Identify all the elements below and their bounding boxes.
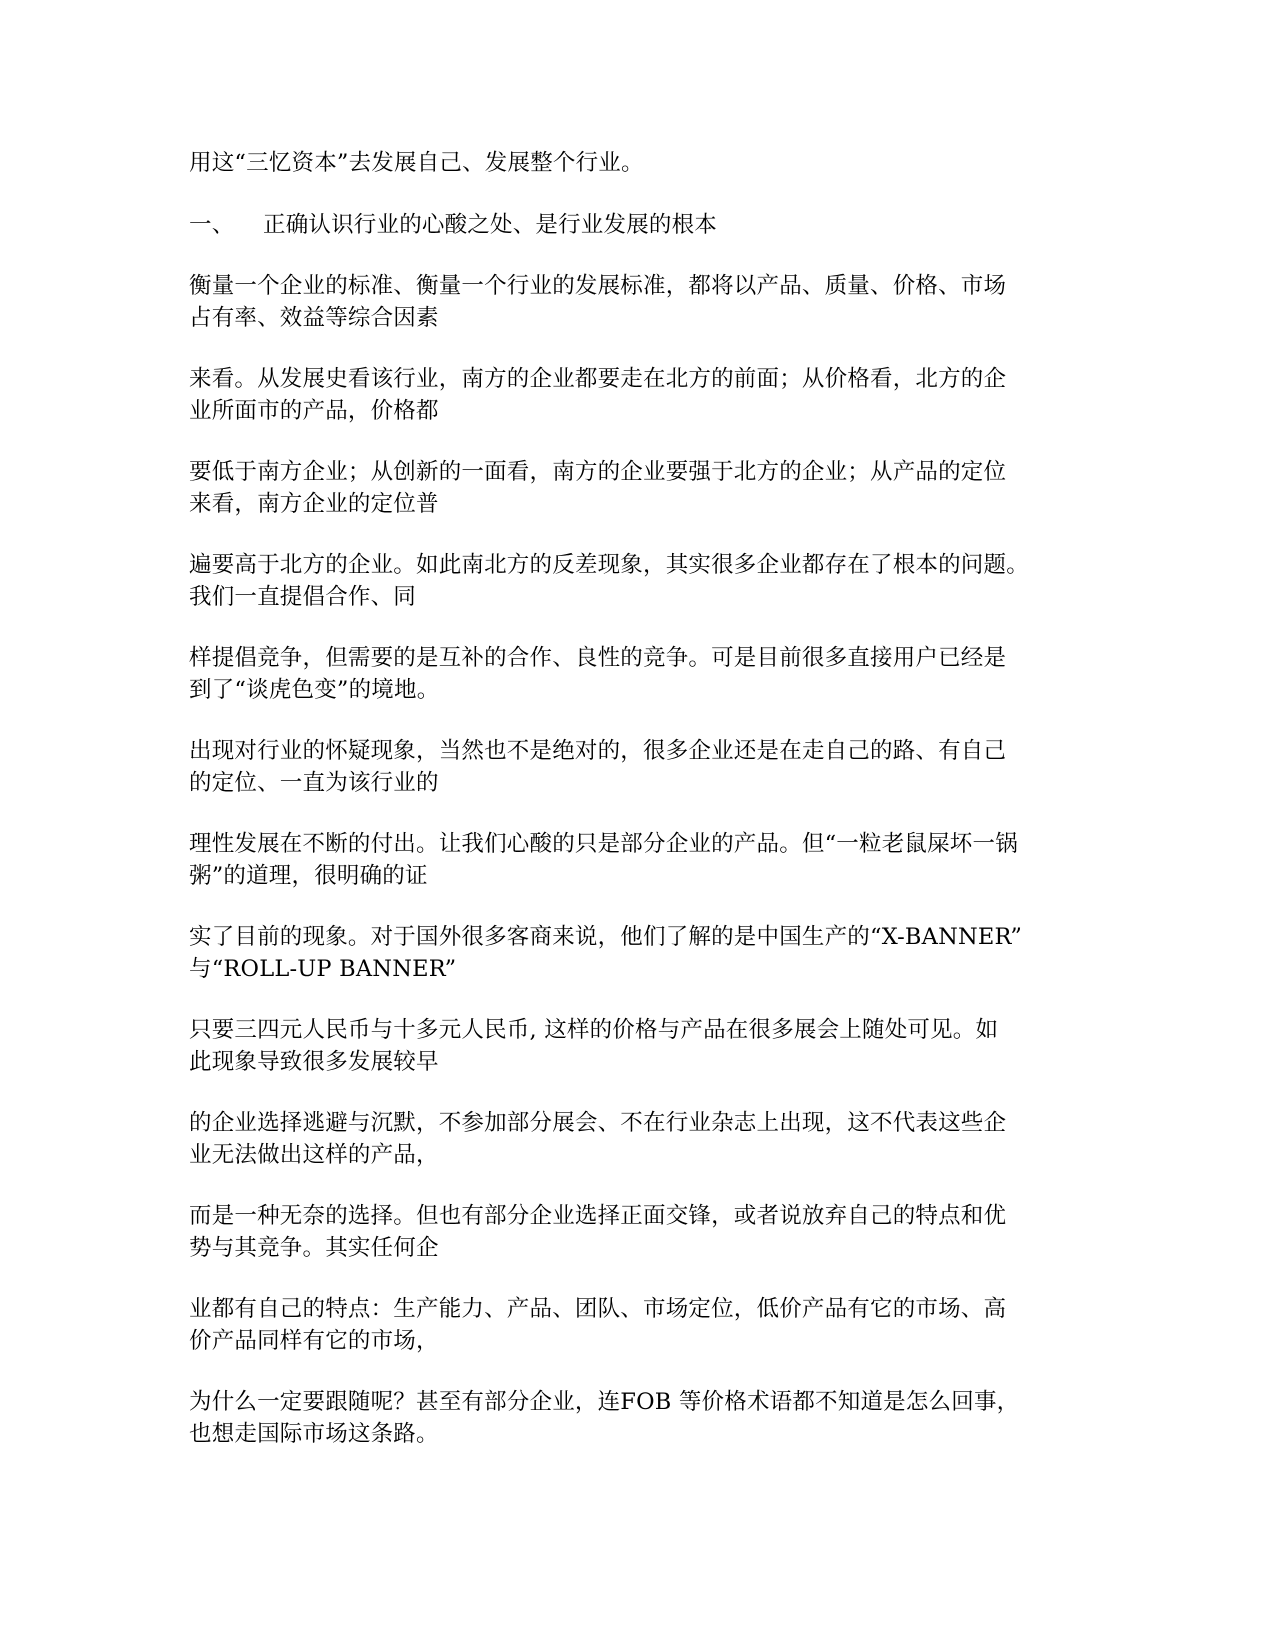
paragraph-line: 粥”的道理，很明确的证 <box>189 862 428 889</box>
paragraph-line: 业无法做出这样的产品， <box>189 1141 439 1168</box>
paragraph-line: 实了目前的现象。对于国外很多客商来说，他们了解的是中国生产的“X-BANNER” <box>189 924 1023 950</box>
paragraph-line: 到了“谈虎色变”的境地。 <box>189 676 440 703</box>
document-body <box>189 148 1094 1450</box>
paragraph <box>189 271 1094 334</box>
paragraph-line: 的定位、一直为该行业的 <box>189 769 439 796</box>
paragraph-line: 我们一直提倡合作、同 <box>189 583 417 610</box>
paragraph-line: 来看，南方企业的定位普 <box>189 490 439 517</box>
paragraph <box>189 457 1094 520</box>
paragraph-line: 用这“三忆资本”去发展自己、发展整个行业。 <box>189 150 644 176</box>
paragraph-line: 样提倡竞争，但需要的是互补的合作、良性的竞争。可是目前很多直接用户已经是 <box>189 645 1007 671</box>
paragraph-line: 理性发展在不断的付出。让我们心酸的只是部分企业的产品。但“一粒老鼠屎坏一锅 <box>189 831 1018 857</box>
paragraph-line: 出现对行业的怀疑现象，当然也不是绝对的，很多企业还是在走自己的路、有自己 <box>189 738 1007 764</box>
paragraph <box>189 1201 1094 1264</box>
paragraph-line: 要低于南方企业；从创新的一面看，南方的企业要强于北方的企业；从产品的定位 <box>189 459 1007 485</box>
paragraph-line: 来看。从发展史看该行业，南方的企业都要走在北方的前面；从价格看，北方的企 <box>189 366 1007 392</box>
section-number: 一、 <box>189 211 235 238</box>
paragraph-line: 也想走国际市场这条路。 <box>189 1420 439 1447</box>
paragraph-line: 与“ROLL-UP BANNER” <box>189 955 457 982</box>
paragraph-line: 衡量一个企业的标准、衡量一个行业的发展标准，都将以产品、质量、价格、市场 <box>189 273 1007 299</box>
paragraph-line: 业所面市的产品，价格都 <box>189 397 439 424</box>
section-heading-text: 正确认识行业的心酸之处、是行业发展的根本 <box>263 211 718 238</box>
paragraph <box>189 829 1094 892</box>
paragraph-line: 占有率、效益等综合因素 <box>189 304 439 331</box>
paragraph <box>189 1387 1094 1450</box>
paragraph <box>189 736 1094 799</box>
paragraph <box>189 1294 1094 1357</box>
paragraph <box>189 550 1094 613</box>
paragraph-line: 此现象导致很多发展较早 <box>189 1048 439 1075</box>
paragraph-line: 为什么一定要跟随呢？甚至有部分企业，连FOB 等价格术语都不知道是怎么回事， <box>189 1389 1020 1415</box>
section-heading <box>189 210 1094 242</box>
paragraph-line: 业都有自己的特点：生产能力、产品、团队、市场定位，低价产品有它的市场、高 <box>189 1296 1007 1322</box>
paragraph <box>189 364 1094 427</box>
paragraph-line: 势与其竞争。其实任何企 <box>189 1234 439 1261</box>
paragraph-line: 只要三四元人民币与十多元人民币, 这样的价格与产品在很多展会上随处可见。如 <box>189 1017 999 1043</box>
paragraph <box>189 1015 1094 1078</box>
paragraph-line: 价产品同样有它的市场， <box>189 1327 439 1354</box>
paragraph <box>189 148 1094 180</box>
paragraph <box>189 922 1094 985</box>
paragraph <box>189 1108 1094 1171</box>
paragraph-line: 而是一种无奈的选择。但也有部分企业选择正面交锋，或者说放弃自己的特点和优 <box>189 1203 1007 1229</box>
paragraph-line: 的企业选择逃避与沉默，不参加部分展会、不在行业杂志上出现，这不代表这些企 <box>189 1110 1007 1136</box>
paragraph-line: 遍要高于北方的企业。如此南北方的反差现象，其实很多企业都存在了根本的问题。 <box>189 552 1029 578</box>
paragraph <box>189 643 1094 706</box>
